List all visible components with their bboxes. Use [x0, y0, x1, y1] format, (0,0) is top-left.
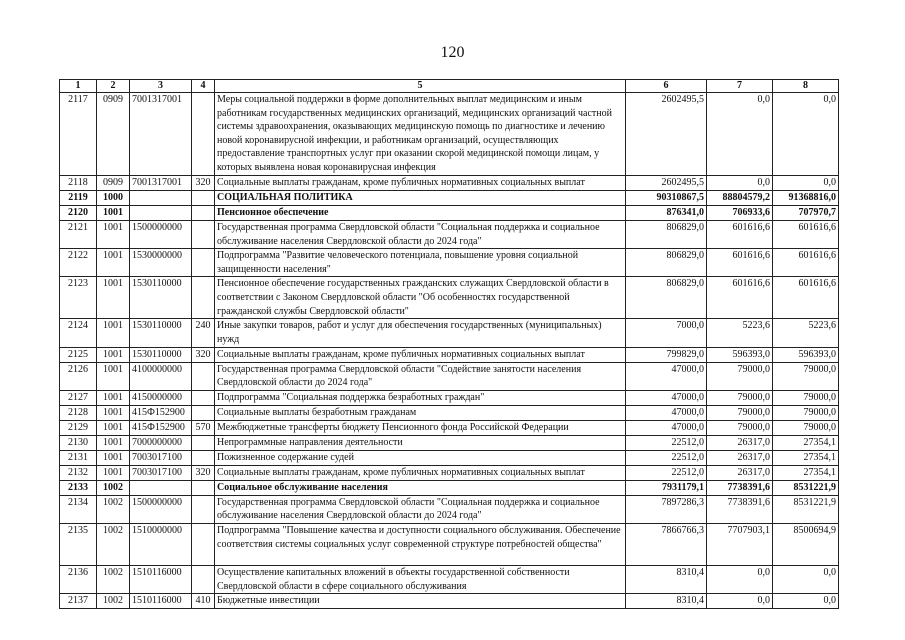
row-name: Подпрограмма "Развитие человеческого потенциала, повышение уровня социальной защищенности населения": [215, 249, 626, 277]
amount-col-7: 601616,6: [707, 277, 773, 319]
amount-col-8: 5223,6: [773, 319, 839, 347]
expense-type-code: 320: [192, 176, 215, 191]
target-article-code: [130, 206, 192, 221]
expense-type-code: [192, 362, 215, 390]
section-code: 0909: [97, 93, 130, 176]
amount-col-7: 0,0: [707, 93, 773, 176]
amount-col-7: 79000,0: [707, 362, 773, 390]
row-name: Межбюджетные трансферты бюджету Пенсионного фонда Российской Федерации: [215, 420, 626, 435]
table-row: [60, 480, 839, 495]
amount-col-6: 7866766,3: [626, 523, 707, 565]
row-number: 2117: [60, 93, 97, 176]
header-col-8: 8: [773, 80, 839, 93]
section-code: 1001: [97, 420, 130, 435]
amount-col-8: 0,0: [773, 93, 839, 176]
amount-col-7: 706933,6: [707, 206, 773, 221]
section-code: 1001: [97, 362, 130, 390]
target-article-code: 1510116000: [130, 565, 192, 593]
table-row: [60, 221, 839, 249]
expense-type-code: [192, 221, 215, 249]
row-number: 2126: [60, 362, 97, 390]
amount-col-7: 79000,0: [707, 390, 773, 405]
row-number: 2124: [60, 319, 97, 347]
amount-col-6: 876341,0: [626, 206, 707, 221]
page-number: 120: [440, 44, 465, 61]
target-article-code: 1530110000: [130, 319, 192, 347]
amount-col-7: 601616,6: [707, 249, 773, 277]
header-col-3: 3: [130, 80, 192, 93]
row-number: 2129: [60, 420, 97, 435]
amount-col-7: 0,0: [707, 565, 773, 593]
amount-col-7: 79000,0: [707, 420, 773, 435]
section-code: 1001: [97, 435, 130, 450]
row-number: 2123: [60, 277, 97, 319]
amount-col-7: 88804579,2: [707, 191, 773, 206]
target-article-code: 415Ф152900: [130, 420, 192, 435]
amount-col-6: 2602495,5: [626, 176, 707, 191]
amount-col-8: 27354,1: [773, 465, 839, 480]
section-code: 1001: [97, 465, 130, 480]
expense-type-code: [192, 480, 215, 495]
table-row: [60, 347, 839, 362]
row-number: 2120: [60, 206, 97, 221]
section-code: 1001: [97, 319, 130, 347]
row-number: 2132: [60, 465, 97, 480]
amount-col-7: 26317,0: [707, 435, 773, 450]
amount-col-8: 601616,6: [773, 277, 839, 319]
target-article-code: 1500000000: [130, 221, 192, 249]
section-code: 1002: [97, 523, 130, 565]
row-number: 2127: [60, 390, 97, 405]
amount-col-6: 8310,4: [626, 594, 707, 609]
table-row: [60, 435, 839, 450]
row-number: 2128: [60, 405, 97, 420]
expense-type-code: [192, 93, 215, 176]
amount-col-8: 8531221,9: [773, 480, 839, 495]
section-code: 1001: [97, 249, 130, 277]
row-name: Подпрограмма "Повышение качества и доступности социального обслуживания. Обеспечение соответствия системы социальных услуг современной структуре потребностей общества": [215, 523, 626, 565]
expense-type-code: [192, 523, 215, 565]
amount-col-6: 799829,0: [626, 347, 707, 362]
target-article-code: 1530000000: [130, 249, 192, 277]
header-col-4: 4: [192, 80, 215, 93]
row-name: Государственная программа Свердловской области "Содействие занятости населения Свердловской области до 2024 года": [215, 362, 626, 390]
table-row: [60, 319, 839, 347]
amount-col-8: 27354,1: [773, 450, 839, 465]
row-number: 2134: [60, 495, 97, 523]
row-number: 2130: [60, 435, 97, 450]
row-number: 2118: [60, 176, 97, 191]
amount-col-8: 0,0: [773, 594, 839, 609]
row-name: Осуществление капитальных вложений в объекты государственной собственности Свердловской области в сфере социального обслуживания: [215, 565, 626, 593]
expense-type-code: 320: [192, 347, 215, 362]
amount-col-6: 47000,0: [626, 405, 707, 420]
amount-col-8: 0,0: [773, 176, 839, 191]
amount-col-8: 91368816,0: [773, 191, 839, 206]
row-number: 2119: [60, 191, 97, 206]
expense-type-code: [192, 495, 215, 523]
section-code: 1001: [97, 405, 130, 420]
table-row: [60, 420, 839, 435]
target-article-code: 7000000000: [130, 435, 192, 450]
target-article-code: 1500000000: [130, 495, 192, 523]
table-body: [60, 93, 839, 609]
expense-type-code: 410: [192, 594, 215, 609]
section-code: 1001: [97, 277, 130, 319]
amount-col-8: 8531221,9: [773, 495, 839, 523]
amount-col-7: 0,0: [707, 176, 773, 191]
section-code: 1002: [97, 565, 130, 593]
section-code: 1002: [97, 480, 130, 495]
section-code: 1002: [97, 495, 130, 523]
amount-col-7: 0,0: [707, 594, 773, 609]
amount-col-7: 26317,0: [707, 465, 773, 480]
table-row: [60, 362, 839, 390]
target-article-code: 4100000000: [130, 362, 192, 390]
target-article-code: [130, 191, 192, 206]
table-row: [60, 405, 839, 420]
amount-col-8: 27354,1: [773, 435, 839, 450]
row-number: 2133: [60, 480, 97, 495]
amount-col-7: 7738391,6: [707, 480, 773, 495]
section-code: 1001: [97, 206, 130, 221]
amount-col-8: 707970,7: [773, 206, 839, 221]
amount-col-7: 7707903,1: [707, 523, 773, 565]
target-article-code: 7001317001: [130, 176, 192, 191]
amount-col-6: 47000,0: [626, 420, 707, 435]
table-row: [60, 277, 839, 319]
row-name: Социальные выплаты гражданам, кроме публичных нормативных социальных выплат: [215, 347, 626, 362]
section-code: 1001: [97, 347, 130, 362]
row-number: 2136: [60, 565, 97, 593]
table-row: [60, 465, 839, 480]
amount-col-6: 7931179,1: [626, 480, 707, 495]
section-code: 1000: [97, 191, 130, 206]
target-article-code: 7003017100: [130, 450, 192, 465]
row-name: Социальные выплаты гражданам, кроме публичных нормативных социальных выплат: [215, 465, 626, 480]
table-row: [60, 565, 839, 593]
amount-col-8: 601616,6: [773, 221, 839, 249]
expense-type-code: [192, 206, 215, 221]
row-name: Социальные выплаты гражданам, кроме публичных нормативных социальных выплат: [215, 176, 626, 191]
header-col-6: 6: [626, 80, 707, 93]
row-number: 2122: [60, 249, 97, 277]
amount-col-6: 22512,0: [626, 435, 707, 450]
expense-type-code: 240: [192, 319, 215, 347]
target-article-code: 7003017100: [130, 465, 192, 480]
header-col-5: 5: [215, 80, 626, 93]
row-name: СОЦИАЛЬНАЯ ПОЛИТИКА: [215, 191, 626, 206]
amount-col-6: 7897286,3: [626, 495, 707, 523]
amount-col-6: 806829,0: [626, 249, 707, 277]
amount-col-6: 22512,0: [626, 465, 707, 480]
row-name: Иные закупки товаров, работ и услуг для обеспечения государственных (муниципальных) нужд: [215, 319, 626, 347]
amount-col-7: 601616,6: [707, 221, 773, 249]
table-row: [60, 249, 839, 277]
amount-col-6: 22512,0: [626, 450, 707, 465]
target-article-code: 415Ф152900: [130, 405, 192, 420]
target-article-code: 7001317001: [130, 93, 192, 176]
amount-col-6: 2602495,5: [626, 93, 707, 176]
expense-type-code: [192, 405, 215, 420]
target-article-code: 4150000000: [130, 390, 192, 405]
table-row: [60, 176, 839, 191]
row-name: Социальные выплаты безработным гражданам: [215, 405, 626, 420]
section-code: 1002: [97, 594, 130, 609]
table-row: [60, 594, 839, 609]
amount-col-7: 596393,0: [707, 347, 773, 362]
section-code: 0909: [97, 176, 130, 191]
amount-col-6: 7000,0: [626, 319, 707, 347]
amount-col-8: 79000,0: [773, 405, 839, 420]
row-number: 2131: [60, 450, 97, 465]
table-row: [60, 495, 839, 523]
table-row: [60, 523, 839, 565]
table-header-row: [60, 80, 839, 93]
amount-col-8: 79000,0: [773, 362, 839, 390]
section-code: 1001: [97, 390, 130, 405]
header-col-1: 1: [60, 80, 97, 93]
amount-col-6: 90310867,5: [626, 191, 707, 206]
expense-type-code: [192, 565, 215, 593]
amount-col-7: 26317,0: [707, 450, 773, 465]
amount-col-6: 806829,0: [626, 221, 707, 249]
target-article-code: 1510000000: [130, 523, 192, 565]
amount-col-6: 8310,4: [626, 565, 707, 593]
section-code: 1001: [97, 221, 130, 249]
row-name: Пожизненное содержание судей: [215, 450, 626, 465]
amount-col-8: 0,0: [773, 565, 839, 593]
header-col-7: 7: [707, 80, 773, 93]
amount-col-7: 7738391,6: [707, 495, 773, 523]
amount-col-7: 5223,6: [707, 319, 773, 347]
target-article-code: [130, 480, 192, 495]
target-article-code: 1510116000: [130, 594, 192, 609]
amount-col-8: 8500694,9: [773, 523, 839, 565]
row-name: Государственная программа Свердловской области "Социальная поддержка и социальное обслуживание населения Свердловской области до 2024 года": [215, 495, 626, 523]
expense-type-code: [192, 249, 215, 277]
expense-type-code: [192, 435, 215, 450]
amount-col-7: 79000,0: [707, 405, 773, 420]
row-number: 2135: [60, 523, 97, 565]
amount-col-8: 79000,0: [773, 390, 839, 405]
section-code: 1001: [97, 450, 130, 465]
row-name: Государственная программа Свердловской области "Социальная поддержка и социальное обслуживание населения Свердловской области до 2024 года": [215, 221, 626, 249]
target-article-code: 1530110000: [130, 277, 192, 319]
expense-type-code: 570: [192, 420, 215, 435]
table-row: [60, 450, 839, 465]
row-name: Подпрограмма "Социальная поддержка безработных граждан": [215, 390, 626, 405]
table-row: [60, 206, 839, 221]
amount-col-6: 47000,0: [626, 362, 707, 390]
target-article-code: 1530110000: [130, 347, 192, 362]
amount-col-8: 601616,6: [773, 249, 839, 277]
amount-col-8: 596393,0: [773, 347, 839, 362]
row-name: Непрограммные направления деятельности: [215, 435, 626, 450]
row-name: Социальное обслуживание населения: [215, 480, 626, 495]
row-number: 2121: [60, 221, 97, 249]
header-col-2: 2: [97, 80, 130, 93]
table-row: [60, 191, 839, 206]
expense-type-code: [192, 450, 215, 465]
row-number: 2137: [60, 594, 97, 609]
expense-type-code: [192, 191, 215, 206]
row-name: Бюджетные инвестиции: [215, 594, 626, 609]
expense-type-code: 320: [192, 465, 215, 480]
expense-type-code: [192, 390, 215, 405]
amount-col-8: 79000,0: [773, 420, 839, 435]
amount-col-6: 806829,0: [626, 277, 707, 319]
table-row: [60, 390, 839, 405]
row-number: 2125: [60, 347, 97, 362]
row-name: Пенсионное обеспечение государственных гражданских служащих Свердловской области в соответствии с Законом Свердловской области "Об особенностях государственной гражданской службы Свердловской области": [215, 277, 626, 319]
table-row: [60, 93, 839, 176]
budget-table: [59, 79, 839, 609]
amount-col-6: 47000,0: [626, 390, 707, 405]
row-name: Меры социальной поддержки в форме дополнительных выплат медицинским и иным работникам государственных медицинских организаций, медицинских организаций частной системы здравоохранения, оказывающих медицинскую помощь по диагностике и лечению новой коронавирусной инфекции, и работникам организаций, осуществляющих предоставление транспортных услуг при оказании скорой медицинской помощи лицам, у которых выявлена новая коронавирусная инфекция: [215, 93, 626, 176]
row-name: Пенсионное обеспечение: [215, 206, 626, 221]
expense-type-code: [192, 277, 215, 319]
